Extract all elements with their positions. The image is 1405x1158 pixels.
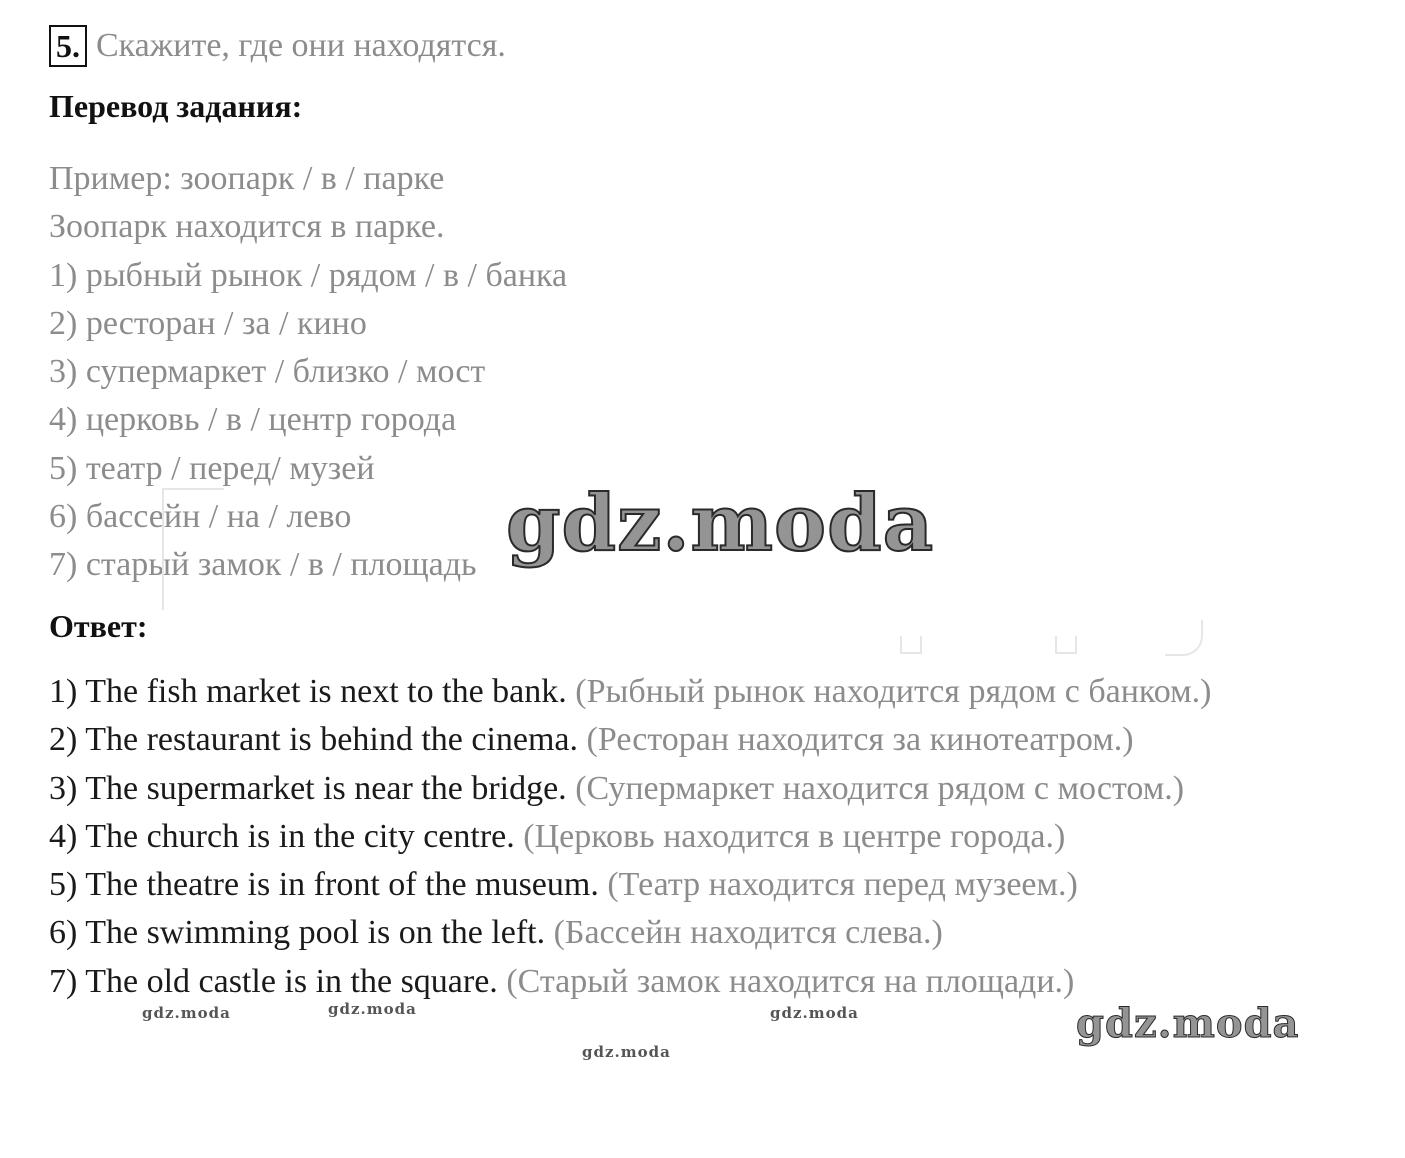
answer-english: 4) The church is in the city centre. bbox=[49, 817, 515, 855]
watermark-logo: gdz.moda bbox=[142, 1004, 231, 1022]
answer-item bbox=[49, 668, 1349, 716]
answer-item bbox=[49, 909, 1349, 957]
translation-line: 3) супермаркет / близко / мост bbox=[49, 353, 486, 391]
answer-english: 5) The theatre is in front of the museum. bbox=[49, 866, 599, 904]
answer-russian: (Бассейн находится слева.) bbox=[553, 914, 943, 952]
ghost-mark bbox=[1055, 636, 1077, 654]
translation-line: 2) ресторан / за / кино bbox=[49, 304, 367, 342]
answer-russian: (Церковь находится в центре города.) bbox=[523, 817, 1066, 855]
answer-item bbox=[49, 813, 1349, 861]
answer-item bbox=[49, 861, 1349, 909]
watermark-logo: gdz.moda bbox=[1076, 1000, 1300, 1047]
translation-line: 6) бассейн / на / лево bbox=[49, 498, 352, 536]
answer-russian: (Рыбный рынок находится рядом с банком.) bbox=[575, 673, 1212, 710]
answer-english: 2) The restaurant is behind the cinema. bbox=[49, 721, 579, 759]
task-title: Скажите, где они находятся. bbox=[96, 27, 506, 64]
translation-line: 5) театр / перед/ музей bbox=[49, 449, 375, 487]
translation-line: 4) церковь / в / центр города bbox=[49, 401, 457, 439]
answer-english: 3) The supermarket is near the bridge. bbox=[49, 769, 567, 807]
ghost-mark bbox=[1165, 620, 1203, 656]
answer-russian: (Ресторан находится за кинотеатром.) bbox=[586, 721, 1134, 759]
ghost-mark bbox=[900, 636, 922, 654]
answer-russian: (Старый замок находится на площади.) bbox=[506, 962, 1075, 1000]
answer-russian: (Супермаркет находится рядом с мостом.) bbox=[575, 769, 1185, 807]
answer-english: 7) The old castle is in the square. bbox=[49, 962, 498, 1000]
watermark-logo: gdz.moda bbox=[582, 1043, 671, 1061]
answer-list bbox=[49, 668, 1349, 1006]
translation-line: Пример: зоопарк / в / парке bbox=[49, 160, 445, 197]
translation-line: 1) рыбный рынок / рядом / в / банка bbox=[49, 256, 568, 294]
answer-english: 1) The fish market is next to the bank. bbox=[49, 673, 567, 710]
answer-item bbox=[49, 765, 1349, 813]
answer-russian: (Театр находится перед музеем.) bbox=[607, 866, 1078, 904]
watermark-logo: gdz.moda bbox=[770, 1004, 859, 1022]
task-header bbox=[49, 24, 506, 68]
translation-line: Зоопарк находится в парке. bbox=[49, 208, 445, 246]
translation-list bbox=[49, 155, 567, 590]
answer-item bbox=[49, 958, 1349, 1006]
answer-item bbox=[49, 716, 1349, 764]
answer-english: 6) The swimming pool is on the left. bbox=[49, 914, 546, 952]
watermark-logo: gdz.moda bbox=[328, 1000, 417, 1018]
watermark-logo: gdz.moda bbox=[506, 478, 935, 569]
answer-heading: Ответ: bbox=[49, 608, 148, 644]
translation-line: 7) старый замок / в / площадь bbox=[49, 546, 477, 584]
translation-heading: Перевод задания: bbox=[49, 88, 303, 124]
task-number: 5. bbox=[49, 25, 87, 67]
